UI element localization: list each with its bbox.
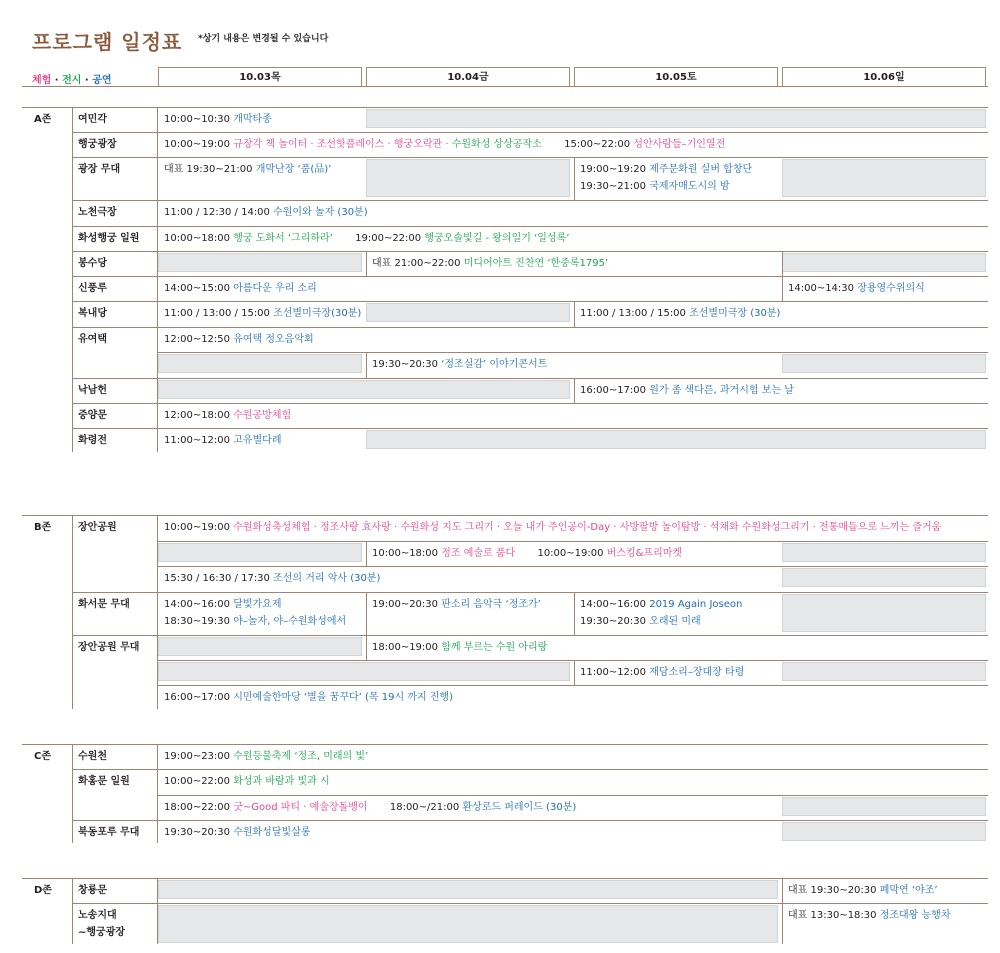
event (788, 906, 951, 925)
event-time: 18:00~19:00 (372, 642, 439, 653)
empty-slot (158, 543, 362, 562)
venue-bongsudang: 봉수당 (78, 258, 107, 269)
event (164, 330, 314, 349)
event (164, 772, 330, 791)
event-title: 굿~Good 파티 · 예술장돌뱅이 (233, 802, 368, 813)
event-title: 성안사람들–기인열전 (633, 139, 726, 150)
empty-slot (158, 354, 362, 373)
event-title: 버스킹&프리마켓 (606, 548, 683, 559)
row-rule (72, 428, 988, 429)
zone-rule (22, 107, 988, 108)
venue-jangan-park-stage: 장안공원 무대 (78, 642, 140, 653)
event-title: 고유별다례 (233, 435, 282, 446)
venue-bukdongporu-stage: 북동포루 무대 (78, 827, 140, 838)
venue-nosong-to-plaza: ~행궁광장 (78, 927, 126, 938)
row-rule (72, 301, 988, 302)
event-time: 대표 13:30~18:30 (788, 910, 877, 921)
event-title: 규장각 책 놀이터 · 조선핫플레이스 · 행궁오락관 · (233, 139, 452, 150)
venue-hwahongmun: 화홍문 일원 (78, 776, 130, 787)
empty-slot (782, 253, 986, 272)
empty-slot (782, 354, 986, 373)
row-rule (72, 635, 988, 636)
empty-slot (782, 159, 986, 197)
event-title: ‘정조실감’ 이야기콘서트 (441, 359, 548, 370)
venue-jungyangmun: 중양문 (78, 410, 107, 421)
event-time: 15:30 / 16:30 / 17:30 (164, 573, 270, 584)
event-title: 야–놀자, 야–수원화성에서 (233, 616, 347, 627)
cell-divider (782, 251, 783, 276)
event-title: 2019 Again Joseon (649, 599, 743, 610)
row-rule (72, 769, 988, 770)
event-time: 대표 19:30~20:30 (788, 885, 877, 896)
row-rule (72, 157, 988, 158)
day-header-3: 10.05토 (574, 67, 778, 86)
legend (32, 71, 112, 86)
event (164, 612, 346, 631)
event (164, 518, 994, 537)
cell-divider (574, 301, 575, 327)
cell-divider (366, 592, 367, 635)
event (164, 304, 361, 323)
cell-divider (574, 378, 575, 403)
empty-slot (366, 109, 986, 128)
event (372, 638, 547, 657)
empty-slot (158, 905, 778, 943)
event-title: 행궁오솔빛길 - 왕의일기 ‘일성록’ (424, 233, 570, 244)
event-time: 14:00~16:00 (164, 599, 231, 610)
row-rule (158, 660, 988, 661)
event-title: 수원화성축성체험 · 정조사랑 효사랑 · 수원화성 지도 그리기 · 오늘 내가 주인공이-Day · 사방팔방 놀이탐방 · 석채화 수원화성그리기 · 전통매듭으로 느끼는 즐거움 (233, 522, 942, 533)
event-time: 19:00~23:00 (164, 751, 231, 762)
event (164, 135, 984, 154)
event (164, 431, 282, 450)
zone-label-a: A존 (34, 114, 52, 125)
event-time: 16:00~17:00 (580, 385, 647, 396)
event (580, 381, 794, 400)
event-title: 장용영수위의식 (857, 283, 925, 294)
event (164, 229, 984, 248)
event-title: 미디어아트 진찬연 ‘한중록1795’ (463, 258, 609, 269)
event (580, 177, 730, 196)
event-time: 19:00~19:20 (580, 164, 647, 175)
empty-slot (158, 637, 362, 656)
event-title: 수원등불축제 ‘정조, 미래의 빛’ (233, 751, 369, 762)
event-time: 12:00~12:50 (164, 334, 231, 345)
event (164, 110, 272, 129)
header-rule (22, 86, 988, 87)
event-column-rule (157, 744, 158, 843)
event-time: 10:00~19:00 (164, 522, 231, 533)
legend-exhibition: 전시 (62, 75, 82, 86)
event-time: 18:30~19:30 (164, 616, 231, 627)
legend-performance: 공연 (92, 75, 112, 86)
event-title: 국제자매도시의 밤 (649, 181, 730, 192)
zone-label-c: C존 (34, 751, 51, 762)
venue-hwaryeongjeon: 화령전 (78, 435, 107, 446)
event-time: 대표 21:00~22:00 (372, 258, 461, 269)
event (372, 254, 608, 273)
event-time: 19:30~20:30 (580, 616, 647, 627)
event-time: 10:00~18:00 (372, 548, 439, 559)
event-time: 12:00~18:00 (164, 410, 231, 421)
change-notice: *상기 내용은 변경될 수 있습니다 (198, 34, 329, 44)
cell-divider (782, 276, 783, 301)
row-rule (72, 276, 988, 277)
empty-slot (366, 303, 570, 322)
event-title: 행궁 도화서 ‘그리하라’ (233, 233, 333, 244)
row-rule (72, 820, 988, 821)
event-title: 함께 부르는 수원 아리랑 (441, 642, 548, 653)
event-title: 오래된 미래 (649, 616, 701, 627)
venue-suwoncheon: 수원천 (78, 751, 107, 762)
venue-yeomingak: 여민각 (78, 114, 107, 125)
venue-nosong-forest: 노송지대 (78, 910, 117, 921)
venue-column-rule (72, 744, 73, 843)
row-rule (158, 685, 988, 686)
event (580, 612, 701, 631)
empty-slot (366, 159, 570, 197)
row-rule (158, 352, 988, 353)
event-time: 19:00~20:30 (372, 599, 439, 610)
row-rule (72, 903, 988, 904)
empty-slot (158, 380, 570, 399)
legend-separator: · (81, 75, 93, 86)
row-rule (72, 378, 988, 379)
event-time: 18:00~/21:00 (389, 802, 460, 813)
event-title: 개막난장 ‘품(品)’ (255, 164, 332, 175)
event-time: 19:30~21:00 (580, 181, 647, 192)
cell-divider (366, 635, 367, 660)
event-title: 정조 예술로 품다 (441, 548, 516, 559)
venue-column-rule (72, 107, 73, 452)
event-title: 화성과 바람과 빛과 시 (233, 776, 330, 787)
event-title: 수원화성 상상공작소 (451, 139, 542, 150)
empty-slot (158, 662, 570, 681)
day-header-2: 10.04금 (366, 67, 570, 86)
row-rule (72, 327, 988, 328)
venue-sinpungnu: 신풍루 (78, 283, 107, 294)
event-title: 조선별미극장(30분) (273, 308, 362, 319)
event-time: 10:00~22:00 (164, 776, 231, 787)
event-time: 14:00~16:00 (580, 599, 647, 610)
event (164, 569, 380, 588)
zone-rule (22, 878, 988, 879)
empty-slot (782, 797, 986, 816)
cell-divider (574, 157, 575, 200)
event-time: 10:00~19:00 (164, 139, 231, 150)
row-rule (72, 403, 988, 404)
event-time: 15:00~22:00 (564, 139, 631, 150)
event-time: 10:00~10:30 (164, 114, 231, 125)
day-header-1: 10.03목 (158, 67, 362, 86)
event (372, 544, 682, 563)
event (164, 279, 317, 298)
venue-haenggung-plaza: 행궁광장 (78, 139, 117, 150)
zone-label-b: B존 (34, 522, 52, 533)
event (580, 663, 744, 682)
venue-column-rule (72, 515, 73, 709)
event-title: 수원이와 놀자 (30분) (273, 207, 368, 218)
event-time: 18:00~22:00 (164, 802, 231, 813)
row-rule (158, 566, 988, 567)
zone-rule (22, 515, 988, 516)
cell-divider (574, 592, 575, 635)
event-title: 시민예술한마당 ‘별을 꿈꾸다’ (목 19시 까지 진행) (233, 692, 454, 703)
cell-divider (782, 878, 783, 944)
page-title: 프로그램 일정표 (32, 30, 183, 54)
venue-yuyeotaek: 유여택 (78, 334, 107, 345)
row-rule (158, 541, 988, 542)
event (164, 823, 310, 842)
event-time: 10:00~19:00 (537, 548, 604, 559)
event-time: 14:00~14:30 (788, 283, 855, 294)
event-title: 폐막연 ‘야조’ (879, 885, 938, 896)
event-title: 달빛가요제 (233, 599, 282, 610)
event-time: 11:00 / 12:30 / 14:00 (164, 207, 270, 218)
event (164, 203, 368, 222)
event-title: 수원화성달빛살롱 (233, 827, 311, 838)
event-column-rule (157, 107, 158, 452)
empty-slot (782, 822, 986, 841)
venue-hwaseomun-stage: 화서문 무대 (78, 599, 130, 610)
row-rule (72, 200, 988, 201)
event-title: 아름다운 우리 소리 (233, 283, 317, 294)
legend-experience: 체험 (32, 75, 52, 86)
event-title: 제주문화원 실버 합창단 (649, 164, 753, 175)
event-title: 개막타종 (233, 114, 272, 125)
event-time: 10:00~18:00 (164, 233, 231, 244)
event (372, 355, 547, 374)
event (164, 747, 368, 766)
event-title: 환상로드 퍼레이드 (30분) (462, 802, 577, 813)
cell-divider (366, 251, 367, 276)
event (164, 160, 331, 179)
legend-separator: · (51, 75, 63, 86)
venue-changnyongmun: 창룡문 (78, 885, 107, 896)
event (580, 304, 780, 323)
event-title: 조선별미극장 (30분) (689, 308, 781, 319)
venue-plaza-stage: 광장 무대 (78, 164, 121, 175)
event-time: 19:30~20:30 (164, 827, 231, 838)
cell-divider (574, 660, 575, 685)
event (164, 688, 453, 707)
row-rule (72, 132, 988, 133)
event-time: 11:00~12:00 (580, 667, 647, 678)
day-header-4: 10.06일 (782, 67, 986, 86)
event-time: 11:00 / 13:00 / 15:00 (164, 308, 270, 319)
empty-slot (158, 253, 362, 272)
empty-slot (366, 430, 986, 449)
venue-column-rule (72, 878, 73, 944)
event (788, 279, 925, 298)
event-title: 판소리 음악극 ‘정조가’ (441, 599, 541, 610)
event (164, 406, 291, 425)
row-rule (72, 592, 988, 593)
empty-slot (782, 594, 986, 632)
venue-hwaseong-haenggung: 화성행궁 일원 (78, 233, 140, 244)
venue-naknamheon: 낙남헌 (78, 385, 107, 396)
event (372, 595, 541, 614)
event (164, 798, 576, 817)
cell-divider (366, 541, 367, 566)
row-rule (72, 226, 988, 227)
event-title: 수원공방체험 (233, 410, 292, 421)
empty-slot (782, 662, 986, 681)
empty-slot (158, 880, 778, 899)
event-title: 정조대왕 능행차 (879, 910, 951, 921)
zone-rule (22, 744, 988, 745)
row-rule (72, 251, 988, 252)
event-time: 19:30~20:30 (372, 359, 439, 370)
event-title: 조선의 거리 악사 (30분) (273, 573, 381, 584)
empty-slot (782, 543, 986, 562)
event-title: 재담소리–장대장 타령 (649, 667, 745, 678)
event-time: 14:00~15:00 (164, 283, 231, 294)
event-time: 11:00 / 13:00 / 15:00 (580, 308, 686, 319)
venue-jangan-park: 장안공원 (78, 522, 117, 533)
empty-slot (782, 568, 986, 587)
event (788, 881, 938, 900)
venue-boknaedang: 복내당 (78, 308, 107, 319)
event-time: 대표 19:30~21:00 (164, 164, 253, 175)
event-time: 16:00~17:00 (164, 692, 231, 703)
event-time: 19:00~22:00 (355, 233, 422, 244)
event-title: 유여택 정오음악회 (233, 334, 314, 345)
zone-label-d: D존 (34, 885, 52, 896)
event-title: 원가 좀 색다른, 과거시험 보는 날 (649, 385, 794, 396)
event-time: 11:00~12:00 (164, 435, 231, 446)
row-rule (158, 795, 988, 796)
venue-open-theater: 노천극장 (78, 207, 117, 218)
cell-divider (366, 352, 367, 378)
